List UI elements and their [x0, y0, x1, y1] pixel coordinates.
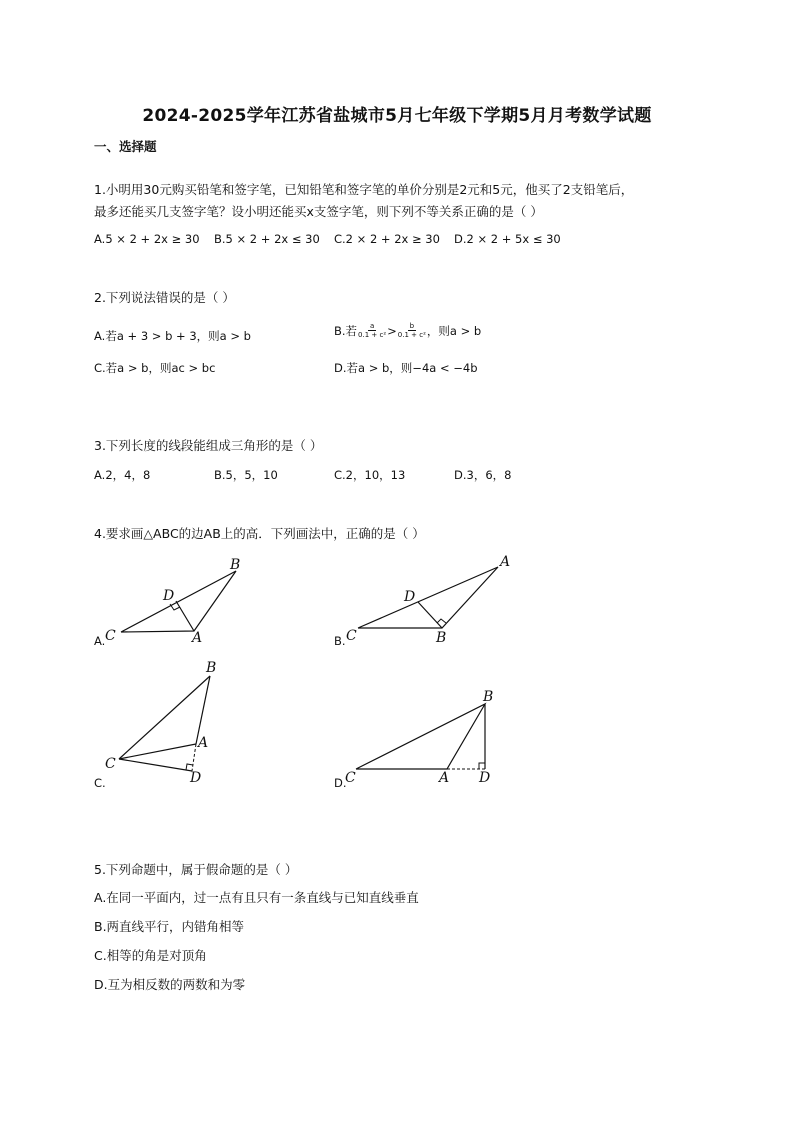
- q4-figure-a-label[interactable]: A.: [94, 634, 106, 648]
- point-label-a: A: [439, 770, 450, 786]
- q5-stem: 5.下列命题中，属于假命题的是（ ）: [94, 862, 298, 877]
- q5-option-d[interactable]: D.互为相反数的两数和为零: [94, 977, 246, 992]
- point-label-d: D: [163, 588, 175, 604]
- q2-option-c[interactable]: C.若a > b，则ac > bc: [94, 361, 216, 375]
- right-angle-mark: [437, 619, 446, 623]
- q3-stem: 3.下列长度的线段能组成三角形的是（ ）: [94, 438, 323, 453]
- point-label-d: D: [479, 770, 491, 786]
- segment-cd: [119, 759, 192, 771]
- altitude-segment: [418, 602, 442, 628]
- q3-option-d[interactable]: D.3，6，8: [454, 468, 512, 482]
- q2-stem: 2.下列说法错误的是（ ）: [94, 290, 235, 305]
- triangle-abc: [358, 567, 498, 628]
- section-heading: 一、选择题: [94, 139, 157, 154]
- q4-figure-d-label[interactable]: D.: [334, 776, 347, 790]
- q4-figure-c: [100, 655, 240, 790]
- q2-option-b[interactable]: [334, 322, 481, 339]
- fraction-denominator: 0.1 + c²: [397, 331, 426, 339]
- q2-option-b-suffix: ，则a > b: [426, 323, 482, 338]
- q5-option-b[interactable]: B.两直线平行，内错角相等: [94, 919, 245, 934]
- q4-figure-d: [340, 685, 520, 790]
- point-label-c: C: [105, 628, 116, 644]
- page-title: 2024-2025学年江苏省盐城市5月七年级下学期5月月考数学试题: [142, 106, 652, 126]
- q4-stem: 4.要求画△ABC的边AB上的高．下列画法中，正确的是（ ）: [94, 526, 425, 541]
- q5-option-a[interactable]: A.在同一平面内，过一点有且只有一条直线与已知直线垂直: [94, 890, 419, 905]
- q3-option-c[interactable]: C.2，10，13: [334, 468, 406, 482]
- q4-figure-b: [340, 552, 520, 652]
- q3-option-a[interactable]: A.2，4，8: [94, 468, 151, 482]
- q2-option-b-fraction-2: [398, 322, 426, 339]
- point-label-d: D: [404, 589, 416, 605]
- point-label-b: B: [230, 557, 241, 573]
- point-label-d: D: [190, 770, 202, 786]
- point-label-b: B: [483, 689, 494, 705]
- q1-option-b[interactable]: B.5 × 2 + 2x ≤ 30: [214, 232, 320, 246]
- q1-stem-line1: 1.小明用30元购买铅笔和签字笔，已知铅笔和签字笔的单价分别是2元和5元，他买了2支铅笔后，: [94, 182, 634, 197]
- point-label-c: C: [346, 628, 357, 644]
- q4-figure-c-label[interactable]: C.: [94, 776, 106, 790]
- point-label-b: B: [206, 660, 217, 676]
- q2-option-d[interactable]: D.若a > b，则−4a < −4b: [334, 361, 478, 375]
- q2-option-b-gt: >: [387, 323, 397, 338]
- q2-option-b-fraction-1: [358, 322, 386, 339]
- q2-option-b-prefix: B.若: [334, 323, 358, 338]
- q4-figure-b-label[interactable]: B.: [334, 634, 346, 648]
- segment-cb: [119, 676, 210, 759]
- point-label-a: A: [198, 735, 209, 751]
- q1-option-d[interactable]: D.2 × 2 + 5x ≤ 30: [454, 232, 561, 246]
- q4-figure-a: [100, 552, 260, 652]
- fraction-denominator: 0.1 + c²: [358, 331, 387, 339]
- q1-option-a[interactable]: A.5 × 2 + 2x ≥ 30: [94, 232, 200, 246]
- point-label-b: B: [436, 630, 447, 646]
- altitude-segment: [176, 601, 194, 631]
- triangle-abc: [356, 704, 485, 769]
- point-label-c: C: [345, 770, 356, 786]
- fraction-numerator: a: [369, 322, 375, 330]
- point-label-a: A: [500, 554, 511, 570]
- q2-option-a[interactable]: A.若a + 3 > b + 3，则a > b: [94, 329, 251, 343]
- q1-stem-line2: 最多还能买几支签字笔？设小明还能买x支签字笔，则下列不等关系正确的是（ ）: [94, 204, 543, 219]
- q1-option-c[interactable]: C.2 × 2 + 2x ≥ 30: [334, 232, 440, 246]
- right-angle-mark: [479, 763, 485, 769]
- point-label-a: A: [192, 630, 203, 646]
- q3-option-b[interactable]: B.5，5，10: [214, 468, 278, 482]
- segment-ca: [119, 744, 196, 759]
- triangle-abc: [121, 571, 236, 632]
- fraction-numerator: b: [409, 322, 415, 330]
- point-label-c: C: [105, 756, 116, 772]
- altitude-extension: [192, 744, 196, 771]
- q5-option-c[interactable]: C.相等的角是对顶角: [94, 948, 207, 963]
